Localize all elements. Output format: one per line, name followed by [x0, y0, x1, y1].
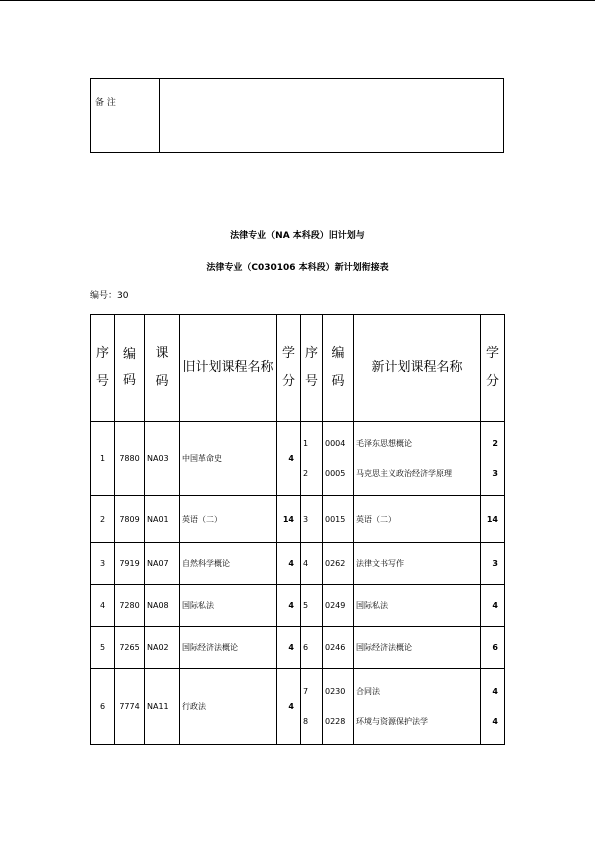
cell-new-code-entry: 0228: [325, 716, 346, 726]
cell-new-code: 0262: [323, 543, 354, 585]
table-header-row: [91, 315, 505, 422]
cell-new-credit-entry: 4: [492, 716, 498, 726]
cell-new-seq-entry: 8: [303, 716, 309, 726]
header-old-name: 旧计划课程名称: [180, 315, 277, 422]
cell-seq: 1: [91, 422, 115, 496]
cell-new-credit-entry: 3: [492, 468, 498, 478]
cell-new-credit: [481, 669, 505, 745]
cell-course-code: NA08: [145, 585, 180, 627]
doc-title-line-1: 法律专业（NA 本科段）旧计划与: [230, 231, 365, 241]
cell-seq: 5: [91, 627, 115, 669]
cell-new-seq: [301, 669, 323, 745]
cell-new-name-entry: 环境与资源保护法学: [356, 716, 428, 726]
cell-course-code: NA03: [145, 422, 180, 496]
cell-new-seq: 3: [301, 496, 323, 543]
cell-new-code: 0015: [323, 496, 354, 543]
table-row: [91, 496, 505, 543]
remarks-box: [90, 78, 504, 153]
table-row: [91, 585, 505, 627]
cell-code: 7280: [115, 585, 145, 627]
cell-seq: 4: [91, 585, 115, 627]
cell-new-name-entry: 合同法: [356, 686, 380, 696]
cell-code: 7809: [115, 496, 145, 543]
cell-old-name: 国际经济法概论: [180, 627, 277, 669]
cell-course-code: NA11: [145, 669, 180, 745]
cell-new-seq: 6: [301, 627, 323, 669]
cell-new-name: 国际私法: [354, 585, 481, 627]
table-row: [91, 543, 505, 585]
doc-title-line-2: 法律专业（C030106 本科段）新计划衔接表: [206, 263, 389, 273]
cell-old-name: 英语（二）: [180, 496, 277, 543]
cell-new-credit: [481, 422, 505, 496]
cell-new-code: 0246: [323, 627, 354, 669]
cell-new-code: [323, 669, 354, 745]
cell-new-seq: 4: [301, 543, 323, 585]
cell-old-credit: 14: [277, 496, 301, 543]
cell-new-code-entry: 0230: [325, 686, 346, 696]
cell-new-credit: 3: [481, 543, 505, 585]
header-new-credit: 学 分: [481, 315, 505, 422]
cell-course-code: NA01: [145, 496, 180, 543]
cell-old-name: 中国革命史: [180, 422, 277, 496]
cell-old-credit: 4: [277, 422, 301, 496]
cell-seq: 3: [91, 543, 115, 585]
table-row: [91, 627, 505, 669]
cell-code: 7774: [115, 669, 145, 745]
cell-new-seq: [301, 422, 323, 496]
remarks-label: 备 注: [95, 98, 116, 108]
cell-course-code: NA07: [145, 543, 180, 585]
cell-old-name: 自然科学概论: [180, 543, 277, 585]
header-new-code: 编 码: [323, 315, 354, 422]
cell-new-seq-entry: 1: [303, 438, 309, 448]
header-course-code: 课 码: [145, 315, 180, 422]
cell-new-name: 国际经济法概论: [354, 627, 481, 669]
cell-new-name: [354, 422, 481, 496]
course-mapping-table: [90, 314, 505, 745]
cell-new-code: [323, 422, 354, 496]
header-old-credit: 学 分: [277, 315, 301, 422]
header-seq: 序 号: [91, 315, 115, 422]
cell-new-seq-entry: 2: [303, 468, 309, 478]
cell-new-credit: 6: [481, 627, 505, 669]
cell-old-credit: 4: [277, 627, 301, 669]
cell-new-credit: 14: [481, 496, 505, 543]
cell-course-code: NA02: [145, 627, 180, 669]
table-row: [91, 669, 505, 745]
cell-seq: 6: [91, 669, 115, 745]
cell-old-name: 国际私法: [180, 585, 277, 627]
cell-old-credit: 4: [277, 543, 301, 585]
cell-old-name: 行政法: [180, 669, 277, 745]
cell-new-name: [354, 669, 481, 745]
cell-old-credit: 4: [277, 669, 301, 745]
cell-code: 7265: [115, 627, 145, 669]
doc-number: 编号：30: [90, 291, 129, 301]
cell-new-name-entry: 马克思主义政治经济学原理: [356, 468, 452, 478]
header-new-name: 新计划课程名称: [354, 315, 481, 422]
cell-new-code: 0249: [323, 585, 354, 627]
cell-new-code-entry: 0004: [325, 438, 346, 448]
cell-new-credit: 4: [481, 585, 505, 627]
cell-new-credit-entry: 4: [492, 686, 498, 696]
cell-new-seq-entry: 7: [303, 686, 309, 696]
cell-code: 7919: [115, 543, 145, 585]
cell-new-seq: 5: [301, 585, 323, 627]
cell-seq: 2: [91, 496, 115, 543]
cell-new-name: 英语（二）: [354, 496, 481, 543]
cell-new-name: 法律文书写作: [354, 543, 481, 585]
header-new-seq: 序 号: [301, 315, 323, 422]
cell-new-credit-entry: 2: [492, 438, 498, 448]
cell-old-credit: 4: [277, 585, 301, 627]
page-top-rule: [0, 0, 595, 1]
table-row: [91, 422, 505, 496]
cell-new-code-entry: 0005: [325, 468, 346, 478]
header-code: 编码: [115, 315, 145, 422]
remarks-divider: [159, 79, 160, 152]
cell-code: 7880: [115, 422, 145, 496]
cell-new-name-entry: 毛泽东思想概论: [356, 438, 412, 448]
